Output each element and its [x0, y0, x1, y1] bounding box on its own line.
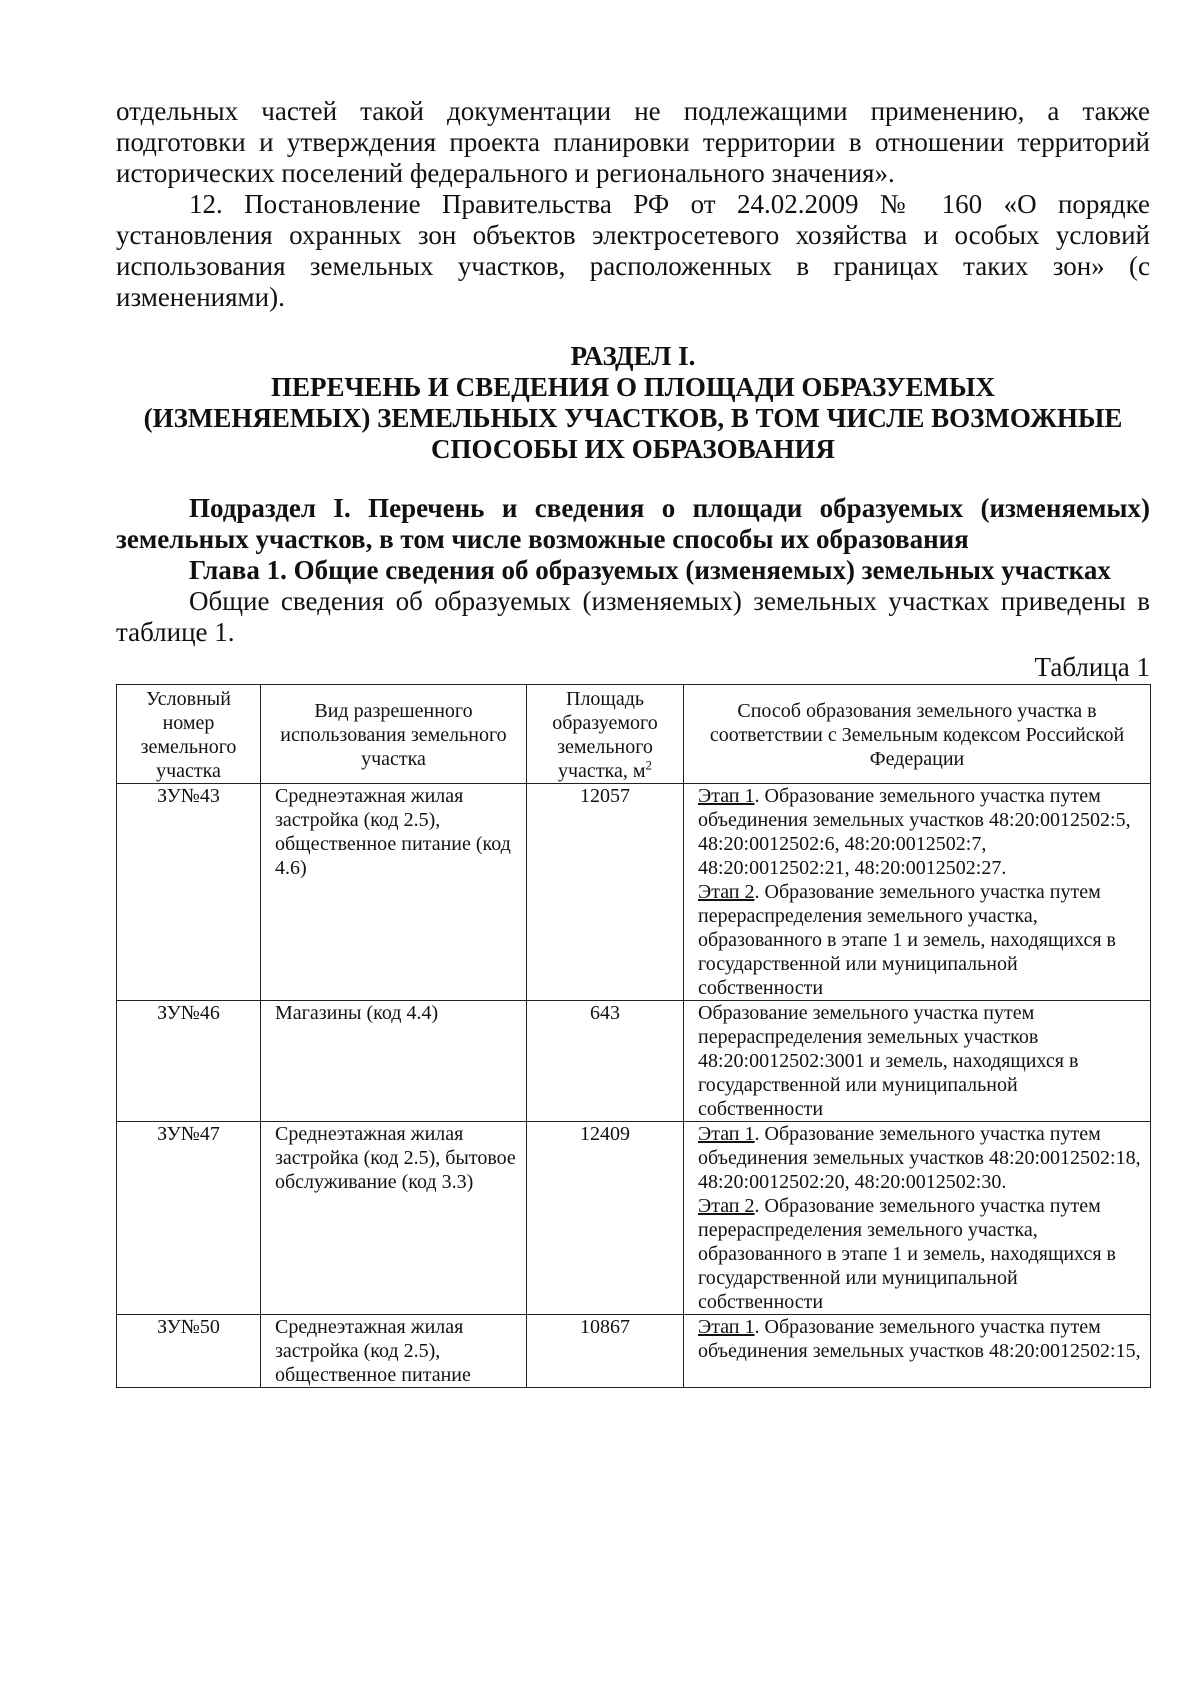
table-row	[117, 1122, 1151, 1315]
area-cell: 10867	[527, 1315, 684, 1388]
stage-1-label: Этап 1	[698, 1316, 755, 1338]
section-heading-line-3: (ИЗМЕНЯЕМЫХ) ЗЕМЕЛЬНЫХ УЧАСТКОВ, В ТОМ ЧИСЛЕ ВОЗМОЖНЫЕ	[143, 403, 1123, 433]
intro-paragraph-2: 12. Постановление Правительства РФ от 24.02.2009 № 160 «О порядке установления охранных зон объектов электросетевого хозяйства и особых условий использования земельных участков, расположенных в границах таких зон» (с изменениями).	[116, 189, 1150, 312]
body-text: Общие сведения об образуемых (изменяемых) земельных участках приведены в таблице 1.	[116, 586, 1150, 647]
formation-method-cell: Образование земельного участка путем перераспределения земельных участков 48:20:0012502:3001 и земель, находящихся в государственной или муниципальной собственности	[684, 1001, 1151, 1122]
document-page	[116, 96, 1150, 1388]
section-heading-line-4: СПОСОБЫ ИХ ОБРАЗОВАНИЯ	[431, 434, 835, 464]
table-row	[117, 784, 1151, 1001]
header-area-text: Площадь образуемого земельного участка, м	[552, 688, 658, 782]
stage-1-text: . Образование земельного участка путем объединения земельных участков 48:20:0012502:5, 48:20:0012502:6, 48:20:0012502:7, 48:20:0012502:21, 48:20:0012502:27.	[698, 785, 1131, 879]
stage-2-text: . Образование земельного участка путем перераспределения земельного участка, образованного в этапе 1 и земель, находящихся в государственной или муниципальной собственности	[698, 881, 1116, 999]
intro-paragraph-1: отдельных частей такой документации не подлежащими применению, а также подготовки и утверждения проекта планировки территории в отношении территорий исторических поселений федерального и регионального значения».	[116, 96, 1150, 188]
table-row	[117, 1001, 1151, 1122]
formation-method-cell	[684, 784, 1151, 1001]
header-area-unit-sup: 2	[645, 757, 652, 773]
plot-number-cell: ЗУ№50	[117, 1315, 261, 1388]
plot-number-cell: ЗУ№47	[117, 1122, 261, 1315]
stage-1-label: Этап 1	[698, 1123, 755, 1145]
stage-1-text: . Образование земельного участка путем объединения земельных участков 48:20:0012502:18, 48:20:0012502:20, 48:20:0012502:30.	[698, 1123, 1141, 1193]
header-formation-method: Способ образования земельного участка в соответствии с Земельным кодексом Российской Федерации	[684, 685, 1151, 784]
formation-method-cell	[684, 1122, 1151, 1315]
table-header-row	[117, 685, 1151, 784]
header-plot-number: Условный номер земельного участка	[117, 685, 261, 784]
section-heading-line-1: РАЗДЕЛ I.	[570, 341, 696, 371]
area-cell: 12057	[527, 784, 684, 1001]
stage-1-label: Этап 1	[698, 785, 755, 807]
stage-2-text: . Образование земельного участка путем перераспределения земельного участка, образованного в этапе 1 и земель, находящихся в государственной или муниципальной собственности	[698, 1195, 1116, 1313]
subsection-heading: Подраздел I. Перечень и сведения о площади образуемых (изменяемых) земельных участков, в том числе возможные способы их образования	[116, 493, 1150, 554]
header-area	[527, 685, 684, 784]
formation-method-cell	[684, 1315, 1151, 1388]
permitted-use-cell: Среднеэтажная жилая застройка (код 2.5), общественное питание	[261, 1315, 527, 1388]
permitted-use-cell: Магазины (код 4.4)	[261, 1001, 527, 1122]
section-heading	[116, 341, 1150, 465]
plot-number-cell: ЗУ№46	[117, 1001, 261, 1122]
permitted-use-cell: Среднеэтажная жилая застройка (код 2.5), бытовое обслуживание (код 3.3)	[261, 1122, 527, 1315]
table-caption: Таблица 1	[1034, 652, 1150, 682]
area-cell: 643	[527, 1001, 684, 1122]
stage-2-label: Этап 2	[698, 881, 755, 903]
permitted-use-cell: Среднеэтажная жилая застройка (код 2.5), общественное питание (код 4.6)	[261, 784, 527, 1001]
area-cell: 12409	[527, 1122, 684, 1315]
stage-2-label: Этап 2	[698, 1195, 755, 1217]
land-plots-table	[116, 684, 1151, 1388]
table-row	[117, 1315, 1151, 1388]
chapter-heading: Глава 1. Общие сведения об образуемых (изменяемых) земельных участках	[189, 555, 1111, 585]
section-heading-line-2: ПЕРЕЧЕНЬ И СВЕДЕНИЯ О ПЛОЩАДИ ОБРАЗУЕМЫХ	[270, 372, 995, 402]
header-permitted-use: Вид разрешенного использования земельного участка	[261, 685, 527, 784]
stage-1-text: . Образование земельного участка путем объединения земельных участков 48:20:0012502:15,	[698, 1316, 1141, 1362]
plot-number-cell: ЗУ№43	[117, 784, 261, 1001]
